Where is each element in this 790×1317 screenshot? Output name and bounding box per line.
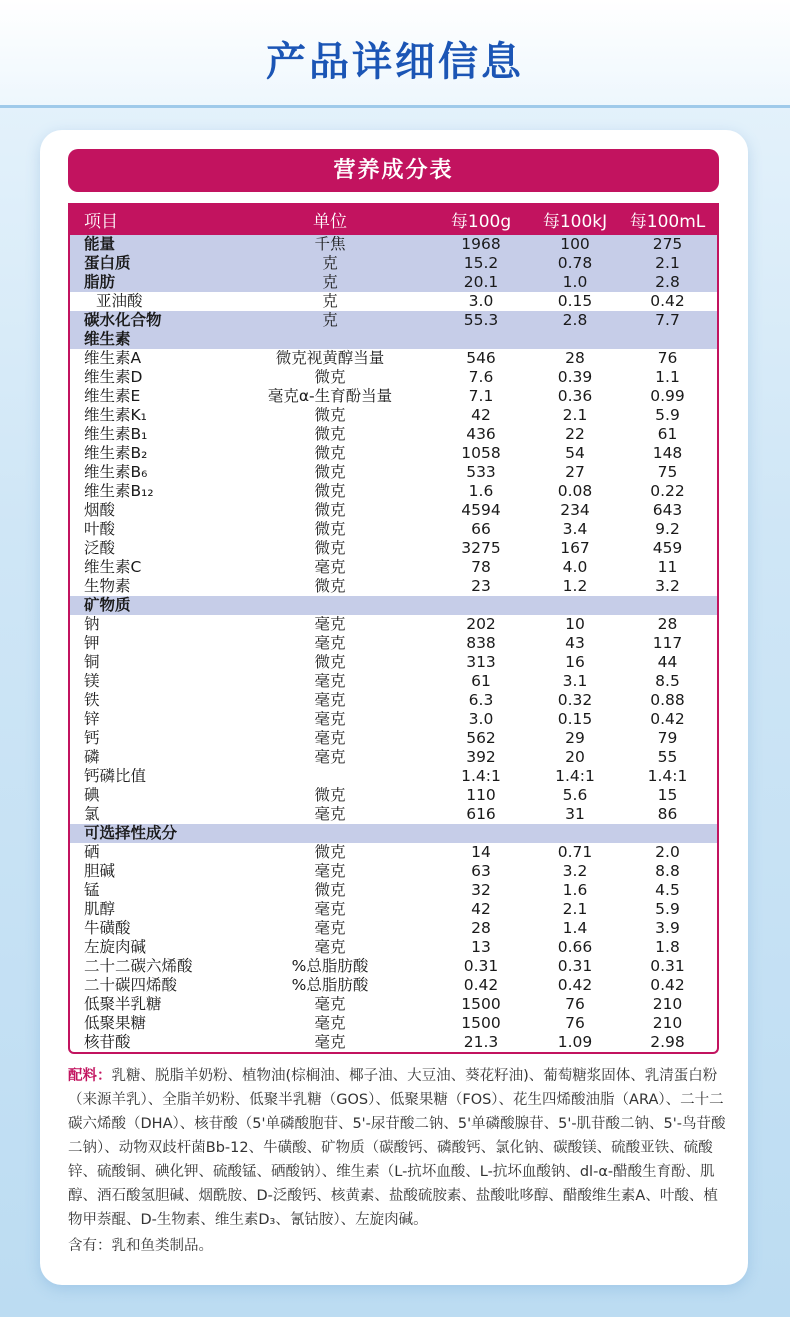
nutrient-name: 左旋肉碱 — [84, 938, 147, 956]
col-per-100ml: 每100mL — [629, 211, 706, 232]
value-per-100g: 78 — [471, 558, 491, 576]
value-per-100ml: 4.5 — [655, 881, 680, 899]
value-per-100kj: 2.1 — [562, 406, 588, 424]
value-per-100ml: 3.2 — [655, 577, 680, 595]
section-title: 维生素 — [84, 330, 131, 348]
value-per-100kj: 1.4:1 — [555, 767, 595, 785]
value-per-100ml: 0.31 — [650, 957, 685, 975]
value-per-100g: 202 — [466, 615, 496, 633]
value-per-100ml: 0.22 — [650, 482, 685, 500]
value-per-100ml: 210 — [652, 995, 683, 1013]
nutrient-name: 钠 — [84, 615, 100, 633]
value-per-100kj: 0.15 — [557, 710, 593, 728]
unit-cell: 毫克 — [314, 938, 346, 956]
nutrient-name: 硒 — [84, 843, 100, 861]
value-per-100g: 838 — [466, 634, 496, 652]
unit-cell: 毫克 — [314, 995, 346, 1013]
value-per-100ml: 117 — [652, 634, 683, 652]
value-per-100g: 3.0 — [468, 710, 494, 728]
nutrient-name: 锰 — [84, 881, 100, 899]
nutrient-name: 维生素B₁₂ — [84, 482, 154, 500]
value-per-100kj: 0.66 — [557, 938, 593, 956]
nutrient-name: 胆碱 — [84, 862, 116, 880]
unit-cell: 微克 — [314, 425, 346, 443]
page-title: 产品详细信息 — [266, 39, 524, 85]
value-per-100ml: 1.8 — [655, 938, 680, 956]
unit-cell: 毫克 — [314, 805, 346, 823]
unit-cell: 毫克 — [314, 748, 346, 766]
value-per-100g: 1968 — [461, 235, 501, 253]
value-per-100ml: 275 — [652, 235, 683, 253]
table-row — [70, 938, 717, 957]
unit-cell: 克 — [322, 311, 338, 329]
value-per-100kj: 0.31 — [557, 957, 593, 975]
value-per-100g: 6.3 — [468, 691, 494, 709]
unit-cell: 微克 — [314, 843, 346, 861]
nutrient-name: 牛磺酸 — [84, 919, 131, 937]
title-bar — [0, 0, 790, 108]
table-row — [70, 482, 717, 501]
table-row — [70, 558, 717, 577]
value-per-100kj: 27 — [565, 463, 585, 481]
unit-cell: 毫克 — [314, 615, 346, 633]
value-per-100g: 63 — [471, 862, 491, 880]
unit-cell: 毫克 — [314, 691, 346, 709]
nutrient-name: 二十碳四烯酸 — [84, 976, 178, 994]
unit-cell: 微克 — [314, 653, 346, 671]
table-row — [70, 254, 717, 273]
value-per-100g: 546 — [466, 349, 496, 367]
value-per-100kj: 0.71 — [557, 843, 593, 861]
unit-cell: 微克 — [314, 501, 346, 519]
value-per-100g: 55.3 — [463, 311, 499, 329]
value-per-100ml: 0.88 — [650, 691, 685, 709]
value-per-100g: 32 — [471, 881, 491, 899]
value-per-100g: 66 — [471, 520, 491, 538]
col-per-100kj: 每100kJ — [542, 211, 608, 232]
table-row — [70, 862, 717, 881]
value-per-100kj: 16 — [565, 653, 585, 671]
value-per-100g: 313 — [466, 653, 496, 671]
value-per-100kj: 0.32 — [557, 691, 593, 709]
value-per-100ml: 0.42 — [650, 710, 685, 728]
nutrient-name: 脂肪 — [84, 273, 116, 291]
value-per-100ml: 55 — [657, 748, 678, 766]
section-row — [70, 330, 717, 349]
value-per-100g: 20.1 — [463, 273, 499, 291]
nutrient-name: 烟酸 — [84, 501, 116, 519]
table-row — [70, 577, 717, 596]
value-per-100ml: 210 — [652, 1014, 683, 1032]
nutrient-name: 能量 — [84, 235, 116, 253]
value-per-100g: 21.3 — [463, 1033, 499, 1051]
value-per-100kj: 167 — [560, 539, 590, 557]
table-row — [70, 900, 717, 919]
unit-cell: 微克 — [314, 577, 346, 595]
ingredients-label: 配料： — [68, 1068, 112, 1084]
value-per-100g: 7.6 — [468, 368, 494, 386]
value-per-100kj: 1.2 — [562, 577, 588, 595]
table-row — [70, 520, 717, 539]
value-per-100kj: 76 — [565, 1014, 585, 1032]
value-per-100ml: 0.42 — [650, 976, 685, 994]
unit-cell: 克 — [322, 292, 338, 310]
table-row — [70, 672, 717, 691]
value-per-100g: 23 — [471, 577, 491, 595]
value-per-100g: 0.42 — [463, 976, 499, 994]
table-body — [70, 235, 717, 1052]
unit-cell: 克 — [322, 273, 338, 291]
section-row — [70, 596, 717, 615]
nutrient-name: 铁 — [84, 691, 100, 709]
value-per-100ml: 2.0 — [655, 843, 680, 861]
unit-cell: 毫克 — [314, 1014, 346, 1032]
value-per-100kj: 20 — [565, 748, 585, 766]
nutrient-name: 肌醇 — [84, 900, 116, 918]
value-per-100g: 1.4:1 — [461, 767, 501, 785]
table-row — [70, 767, 717, 786]
unit-cell: 毫克α-生育酚当量 — [267, 387, 393, 405]
nutrient-name: 生物素 — [84, 577, 131, 595]
table-row — [70, 235, 717, 254]
table-row — [70, 995, 717, 1014]
value-per-100kj: 3.4 — [562, 520, 588, 538]
ingredients-text: 乳糖、脱脂羊奶粉、植物油(棕榈油、椰子油、大豆油、葵花籽油)、葡萄糖浆固体、乳清蛋白粉（来源羊乳）、全脂羊奶粉、低聚半乳糖（GOS）、低聚果糖（FOS）、花生四烯酸油脂（ARA）、二十二碳六烯酸（DHA）、核苷酸（5'单磷酸胞苷、5'-尿苷酸二钠、5'单磷酸腺苷、5'-肌苷酸二钠、5'-鸟苷酸二钠）、动物双歧杆菌Bb-12、牛磺酸、矿物质（碳酸钙、磷酸钙、氯化钠、碳酸镁、硫酸亚铁、硫酸锌、硫酸铜、碘化钾、硫酸锰、硒酸钠）、维生素（L-抗坏血酸、L-抗坏血酸钠、dl-α-醋酸生育酚、肌醇、酒石酸氢胆碱、烟酰胺、D-泛酸钙、核黄素、盐酸硫胺素、盐酸吡哆醇、醋酸维生素A、叶酸、植物甲萘醌、D-生物素、维生素D₃、氰钴胺）、左旋肉碱。 — [68, 1068, 726, 1228]
table-row — [70, 710, 717, 729]
ingredients — [68, 1064, 728, 1232]
value-per-100kj: 0.42 — [557, 976, 593, 994]
value-per-100kj: 1.4 — [562, 919, 588, 937]
unit-cell: 微克 — [314, 520, 346, 538]
nutrient-name: 锌 — [84, 710, 100, 728]
value-per-100g: 1500 — [461, 1014, 501, 1032]
table-row — [70, 1033, 717, 1052]
value-per-100ml: 148 — [652, 444, 683, 462]
nutrient-name: 叶酸 — [84, 520, 116, 538]
section-title: 可选择性成分 — [84, 824, 178, 842]
nutrient-name: 磷 — [84, 748, 100, 766]
value-per-100g: 3.0 — [468, 292, 494, 310]
value-per-100g: 562 — [466, 729, 496, 747]
unit-cell: 毫克 — [314, 919, 346, 937]
value-per-100g: 42 — [471, 406, 491, 424]
value-per-100g: 42 — [471, 900, 491, 918]
table-row — [70, 1014, 717, 1033]
unit-cell: 毫克 — [314, 729, 346, 747]
value-per-100ml: 76 — [657, 349, 678, 367]
col-item: 项目 — [84, 211, 118, 232]
table-row — [70, 444, 717, 463]
value-per-100ml: 86 — [657, 805, 678, 823]
value-per-100g: 436 — [466, 425, 496, 443]
table-row — [70, 843, 717, 862]
nutrient-name: 泛酸 — [84, 539, 116, 557]
table-header-row — [70, 203, 717, 235]
nutrient-name: 氯 — [84, 805, 100, 823]
value-per-100ml: 459 — [652, 539, 683, 557]
value-per-100g: 392 — [466, 748, 496, 766]
value-per-100g: 616 — [466, 805, 496, 823]
value-per-100kj: 29 — [565, 729, 585, 747]
table-row — [70, 425, 717, 444]
value-per-100kj: 1.09 — [557, 1033, 593, 1051]
table-row — [70, 615, 717, 634]
nutrition-card — [40, 130, 748, 1285]
unit-cell: 微克 — [314, 463, 346, 481]
value-per-100g: 110 — [466, 786, 496, 804]
unit-cell: 微克 — [314, 482, 346, 500]
value-per-100ml: 643 — [652, 501, 683, 519]
unit-cell: 毫克 — [314, 558, 346, 576]
value-per-100ml: 11 — [657, 558, 678, 576]
nutrient-name: 亚油酸 — [96, 292, 143, 310]
unit-cell: %总脂肪酸 — [291, 957, 369, 975]
unit-cell: 微克 — [314, 786, 346, 804]
section-title: 矿物质 — [84, 596, 131, 614]
value-per-100ml: 1.1 — [655, 368, 680, 386]
unit-cell: 微克 — [314, 881, 346, 899]
value-per-100g: 4594 — [461, 501, 501, 519]
value-per-100g: 1500 — [461, 995, 501, 1013]
nutrient-name: 铜 — [84, 653, 100, 671]
value-per-100kj: 0.08 — [557, 482, 593, 500]
value-per-100ml: 5.9 — [655, 406, 680, 424]
table-row — [70, 919, 717, 938]
value-per-100ml: 2.98 — [650, 1033, 685, 1051]
section-row — [70, 824, 717, 843]
value-per-100g: 0.31 — [463, 957, 499, 975]
nutrient-name: 钙磷比值 — [84, 767, 147, 785]
value-per-100g: 1.6 — [468, 482, 494, 500]
unit-cell: 微克 — [314, 406, 346, 424]
unit-cell: 微克 — [314, 368, 346, 386]
value-per-100kj: 100 — [560, 235, 590, 253]
table-title: 营养成分表 — [68, 149, 719, 192]
value-per-100kj: 2.1 — [562, 900, 588, 918]
nutrient-name: 镁 — [84, 672, 100, 690]
value-per-100ml: 5.9 — [655, 900, 680, 918]
nutrient-name: 维生素E — [84, 387, 141, 405]
value-per-100ml: 8.8 — [655, 862, 680, 880]
unit-cell: 毫克 — [314, 900, 346, 918]
value-per-100ml: 2.8 — [655, 273, 680, 291]
col-unit: 单位 — [313, 211, 347, 232]
nutrient-name: 碳水化合物 — [84, 311, 162, 329]
value-per-100kj: 3.2 — [562, 862, 588, 880]
table-row — [70, 311, 717, 330]
nutrient-name: 蛋白质 — [84, 254, 131, 272]
value-per-100kj: 0.36 — [557, 387, 593, 405]
value-per-100g: 14 — [471, 843, 491, 861]
value-per-100ml: 9.2 — [655, 520, 680, 538]
nutrient-name: 钙 — [84, 729, 100, 747]
value-per-100kj: 10 — [565, 615, 585, 633]
table-row — [70, 273, 717, 292]
nutrient-name: 维生素K₁ — [84, 406, 147, 424]
value-per-100g: 1058 — [461, 444, 501, 462]
nutrition-table-wrap — [68, 203, 719, 1054]
value-per-100kj: 5.6 — [562, 786, 588, 804]
table-row — [70, 406, 717, 425]
unit-cell: 微克 — [314, 539, 346, 557]
table-row — [70, 691, 717, 710]
value-per-100kj: 0.15 — [557, 292, 593, 310]
value-per-100ml: 15 — [657, 786, 678, 804]
value-per-100ml: 2.1 — [655, 254, 680, 272]
allergen-note: 含有：乳和鱼类制品。 — [68, 1238, 213, 1254]
table-row — [70, 957, 717, 976]
nutrient-name: 钾 — [84, 634, 100, 652]
value-per-100kj: 54 — [565, 444, 585, 462]
value-per-100kj: 22 — [565, 425, 585, 443]
value-per-100g: 3275 — [461, 539, 501, 557]
unit-cell: 毫克 — [314, 634, 346, 652]
value-per-100ml: 0.42 — [650, 292, 685, 310]
value-per-100g: 15.2 — [463, 254, 499, 272]
value-per-100g: 7.1 — [468, 387, 494, 405]
nutrient-name: 核苷酸 — [84, 1033, 131, 1051]
table-row — [70, 539, 717, 558]
value-per-100kj: 31 — [565, 805, 585, 823]
nutrient-name: 维生素B₂ — [84, 444, 148, 462]
value-per-100kj: 43 — [565, 634, 585, 652]
value-per-100ml: 3.9 — [655, 919, 680, 937]
value-per-100kj: 28 — [565, 349, 585, 367]
nutrition-table — [70, 203, 717, 1052]
table-row — [70, 463, 717, 482]
nutrient-name: 碘 — [84, 786, 100, 804]
value-per-100kj: 1.0 — [562, 273, 588, 291]
value-per-100kj: 234 — [560, 501, 590, 519]
value-per-100ml: 28 — [657, 615, 678, 633]
table-row — [70, 805, 717, 824]
unit-cell — [230, 767, 430, 786]
value-per-100g: 533 — [466, 463, 496, 481]
unit-cell: %总脂肪酸 — [291, 976, 369, 994]
value-per-100ml: 75 — [657, 463, 678, 481]
value-per-100ml: 1.4:1 — [647, 767, 688, 785]
table-row — [70, 349, 717, 368]
table-row — [70, 368, 717, 387]
nutrient-name: 低聚半乳糖 — [84, 995, 162, 1013]
value-per-100ml: 61 — [657, 425, 678, 443]
col-per-100g: 每100g — [450, 211, 512, 232]
nutrient-name: 维生素B₆ — [84, 463, 148, 481]
table-row — [70, 976, 717, 995]
value-per-100kj: 0.39 — [557, 368, 593, 386]
nutrient-name: 二十二碳六烯酸 — [84, 957, 193, 975]
nutrient-name: 维生素C — [84, 558, 142, 576]
table-row — [70, 786, 717, 805]
value-per-100ml: 0.99 — [650, 387, 685, 405]
value-per-100kj: 0.78 — [557, 254, 593, 272]
value-per-100ml: 8.5 — [655, 672, 680, 690]
table-row — [70, 748, 717, 767]
nutrient-name: 低聚果糖 — [84, 1014, 147, 1032]
unit-cell: 微克视黄醇当量 — [275, 349, 385, 367]
unit-cell: 毫克 — [314, 672, 346, 690]
value-per-100kj: 1.6 — [562, 881, 588, 899]
value-per-100ml: 44 — [657, 653, 678, 671]
value-per-100kj: 2.8 — [562, 311, 588, 329]
unit-cell: 微克 — [314, 444, 346, 462]
unit-cell: 毫克 — [314, 862, 346, 880]
nutrient-name: 维生素B₁ — [84, 425, 148, 443]
unit-cell: 毫克 — [314, 1033, 346, 1051]
value-per-100g: 61 — [471, 672, 491, 690]
unit-cell: 千焦 — [314, 235, 346, 253]
nutrient-name: 维生素A — [84, 349, 142, 367]
table-row — [70, 387, 717, 406]
value-per-100kj: 4.0 — [562, 558, 588, 576]
unit-cell: 克 — [322, 254, 338, 272]
table-row — [70, 501, 717, 520]
table-row — [70, 653, 717, 672]
value-per-100g: 28 — [471, 919, 491, 937]
value-per-100kj: 76 — [565, 995, 585, 1013]
table-row — [70, 292, 717, 311]
table-row — [70, 881, 717, 900]
table-row — [70, 634, 717, 653]
value-per-100kj: 3.1 — [562, 672, 588, 690]
value-per-100ml: 79 — [657, 729, 678, 747]
unit-cell: 毫克 — [314, 710, 346, 728]
value-per-100g: 13 — [471, 938, 491, 956]
nutrient-name: 维生素D — [84, 368, 143, 386]
table-row — [70, 729, 717, 748]
value-per-100ml: 7.7 — [655, 311, 680, 329]
